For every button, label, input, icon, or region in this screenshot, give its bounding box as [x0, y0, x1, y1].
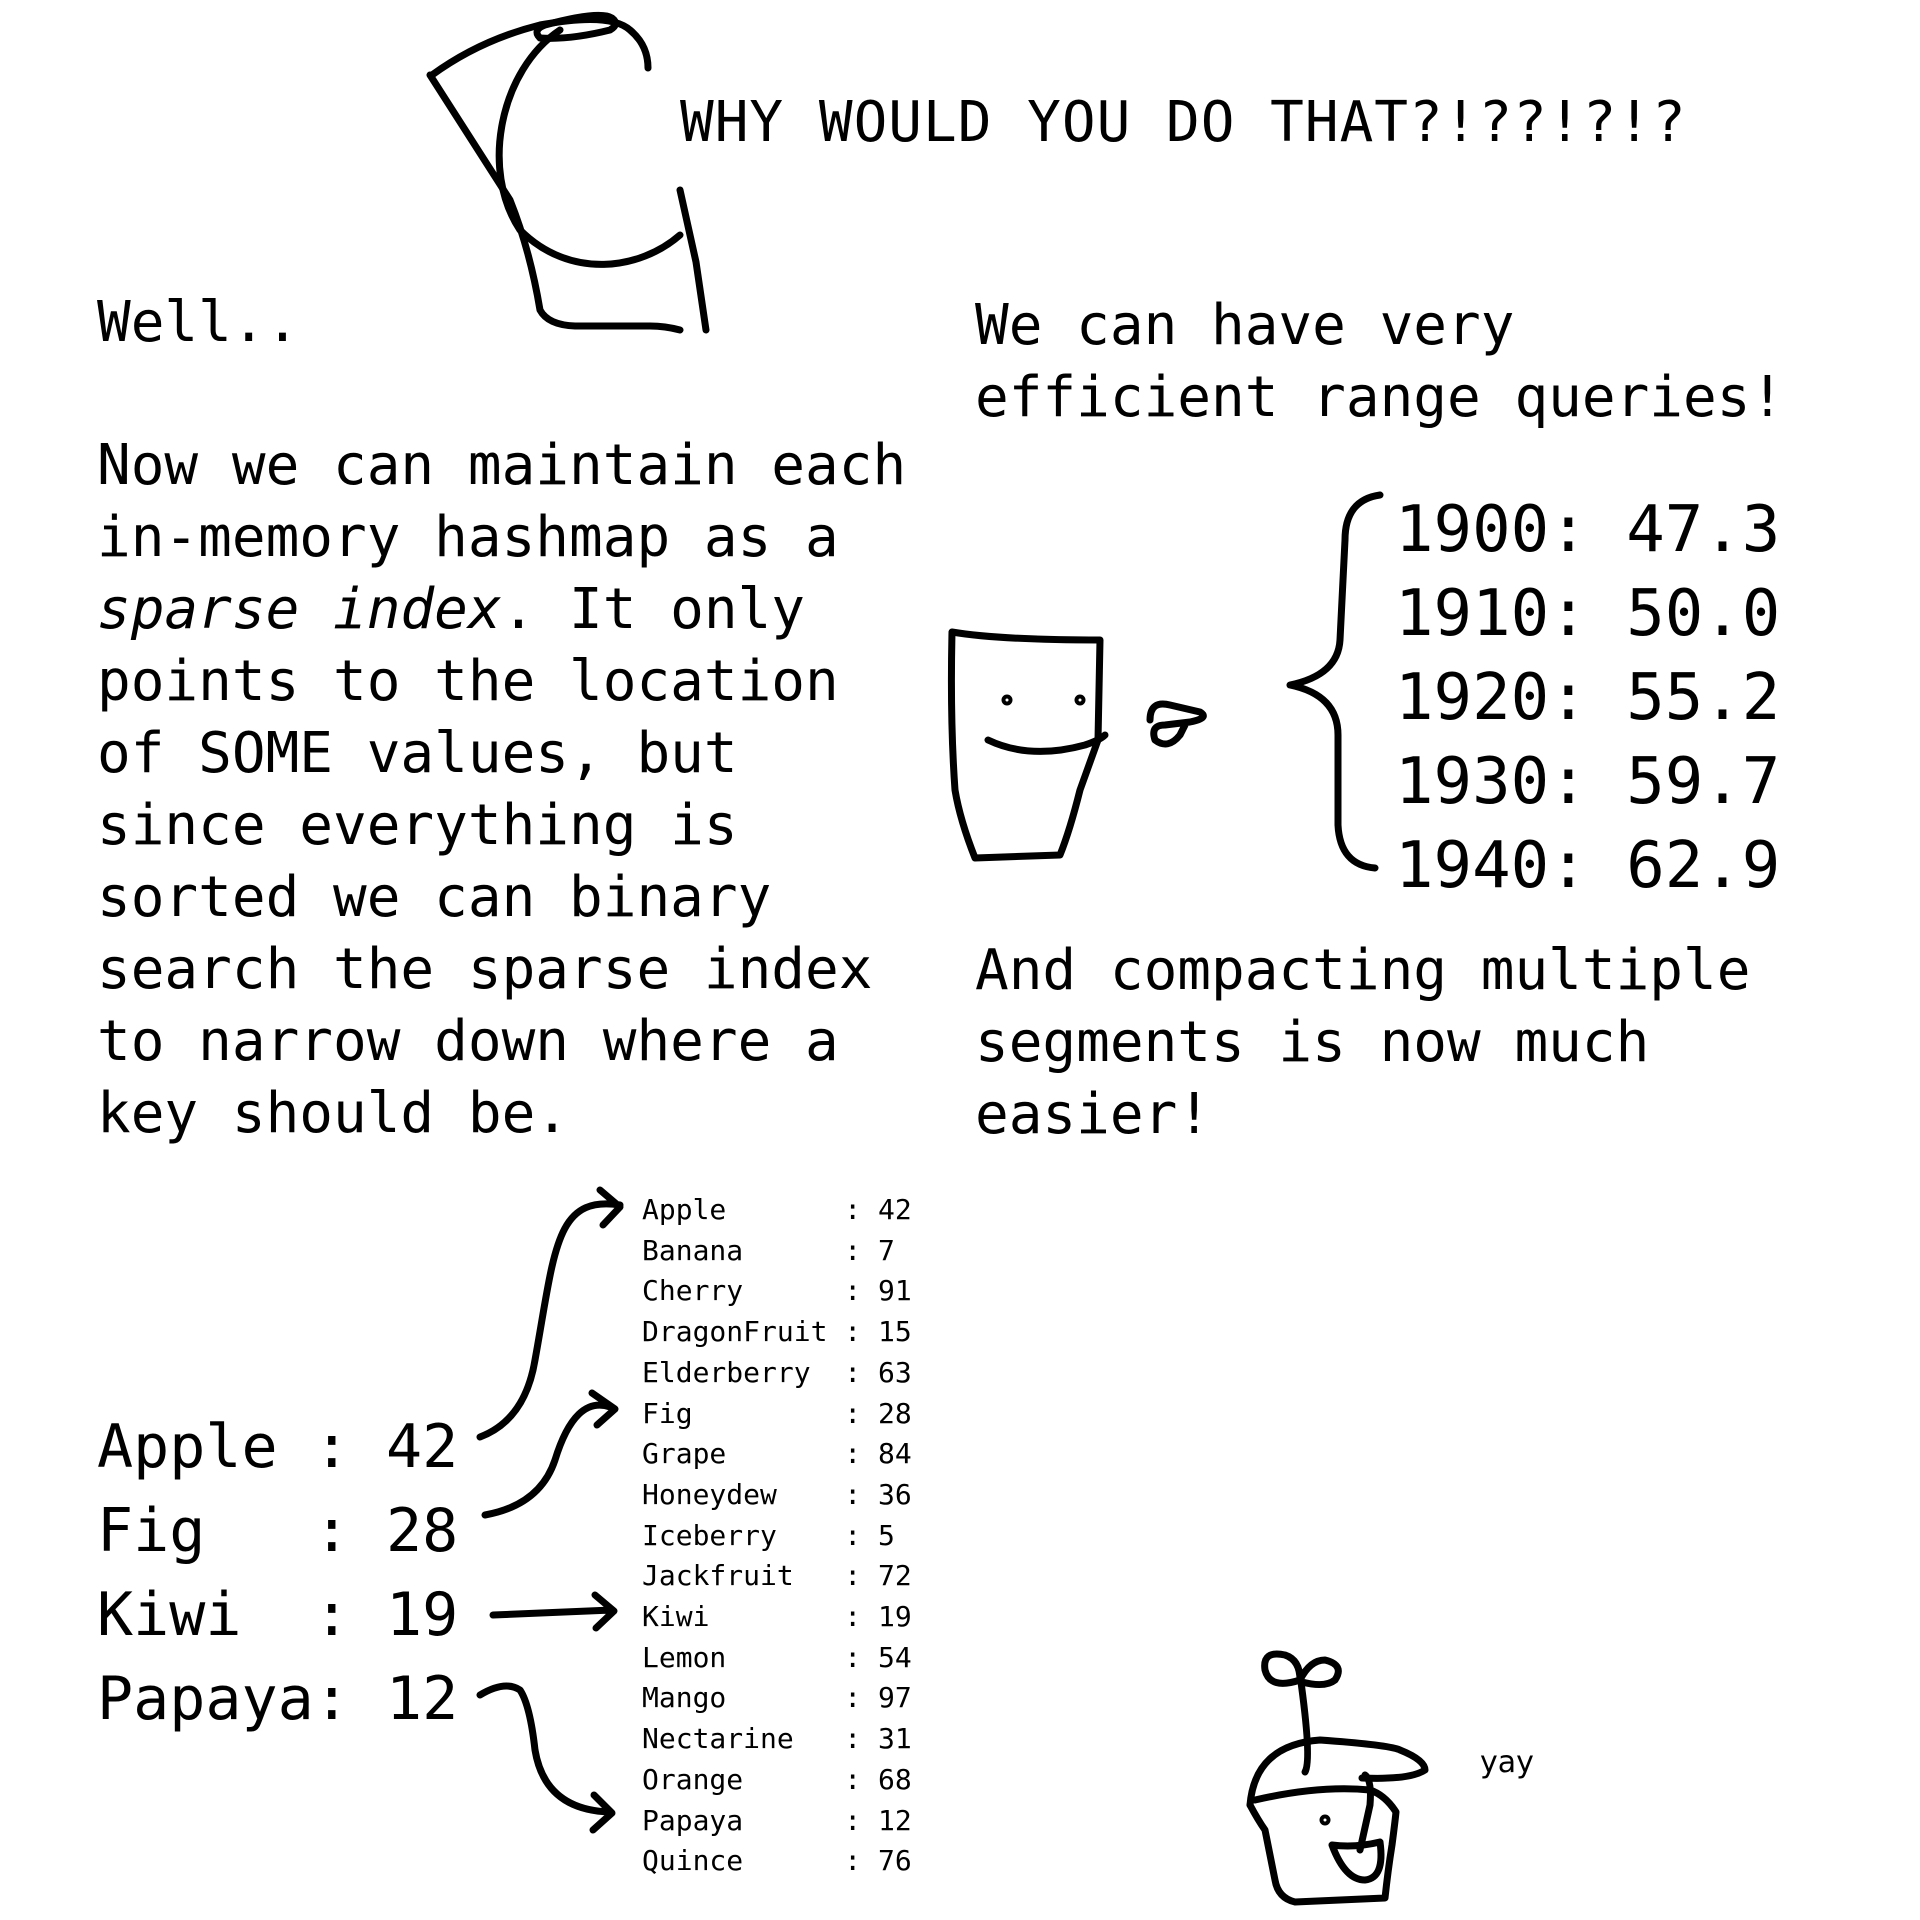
segment-entry: Apple : 42	[642, 1193, 912, 1226]
segment-entry: Quince : 76	[642, 1844, 912, 1878]
paragraph-line: search the sparse index	[97, 937, 873, 1002]
compacting-line: And compacting multiple	[975, 938, 1751, 1003]
segment-entry: Grape : 84	[642, 1437, 912, 1471]
year-row: 1910: 50.0	[1395, 577, 1781, 651]
year-row: 1930: 59.7	[1395, 745, 1781, 819]
well-text: Well..	[97, 290, 300, 355]
shout-text: WHY WOULD YOU DO THAT?!??!?!?	[680, 90, 1687, 155]
segment-entry: Jackfruit : 72	[642, 1559, 912, 1593]
year-row: 1900: 47.3	[1395, 493, 1781, 567]
sprout-cup-icon	[1250, 1654, 1425, 1902]
segment-entry: Banana : 7	[642, 1233, 895, 1267]
sparse-index-term: sparse index	[97, 577, 502, 642]
range-query-results	[1395, 488, 1780, 908]
segment-entry: Elderberry : 63	[642, 1355, 912, 1389]
compacting-line: easier!	[975, 1082, 1212, 1147]
paragraph-line: points to the location	[97, 649, 839, 714]
sparse-index-entry: Apple : 42	[97, 1412, 459, 1482]
year-row: 1920: 55.2	[1395, 661, 1781, 735]
range-queries-line: We can have very	[975, 293, 1515, 358]
sparse-index-entry: Fig : 28	[97, 1496, 459, 1566]
segment-entry: Iceberry : 5	[642, 1518, 895, 1552]
paragraph-line	[97, 574, 957, 646]
index-arrows	[480, 1190, 620, 1830]
paragraph-line: of SOME values, but	[97, 721, 738, 786]
paragraph-line: since everything is	[97, 793, 738, 858]
segment-entry: Cherry : 91	[642, 1274, 912, 1308]
compacting-text	[975, 935, 1750, 1151]
paragraph-line: to narrow down where a	[97, 1009, 839, 1074]
sorted-segment-list	[642, 1190, 912, 1882]
segment-entry: Orange : 68	[642, 1762, 912, 1796]
segment-entry: Fig : 28	[642, 1396, 912, 1430]
segment-entry: Kiwi : 19	[642, 1600, 912, 1634]
segment-entry: Mango : 97	[642, 1681, 912, 1715]
segment-entry: Lemon : 54	[642, 1640, 912, 1674]
segment-entry: Papaya : 12	[642, 1803, 912, 1837]
arrow-fig-icon	[485, 1393, 615, 1515]
yay-text: yay	[1480, 1745, 1534, 1780]
range-queries-line: efficient range queries!	[975, 365, 1785, 430]
segment-entry: Nectarine : 31	[642, 1722, 912, 1756]
paragraph-line: Now we can maintain each	[97, 433, 907, 498]
sparse-index-explanation	[97, 430, 957, 1150]
arrow-papaya-icon	[480, 1686, 612, 1830]
paragraph-line: sorted we can binary	[97, 865, 772, 930]
screaming-figure-icon	[430, 15, 706, 330]
paragraph-line: key should be.	[97, 1081, 570, 1146]
paragraph-line: in-memory hashmap as a	[97, 505, 839, 570]
segment-entry: Honeydew : 36	[642, 1477, 912, 1511]
arrow-kiwi-icon	[493, 1595, 614, 1628]
sparse-index-list	[97, 1405, 458, 1741]
sparse-index-entry: Kiwi : 19	[97, 1580, 459, 1650]
curly-brace-icon	[1290, 495, 1380, 868]
paragraph-line-rest: . It only	[501, 577, 806, 642]
compacting-line: segments is now much	[975, 1010, 1650, 1075]
range-queries-text	[975, 290, 1784, 434]
sparse-index-entry: Papaya: 12	[97, 1664, 459, 1734]
happy-cup-icon	[951, 632, 1203, 858]
year-row: 1940: 62.9	[1395, 829, 1781, 903]
segment-entry: DragonFruit : 15	[642, 1315, 912, 1349]
